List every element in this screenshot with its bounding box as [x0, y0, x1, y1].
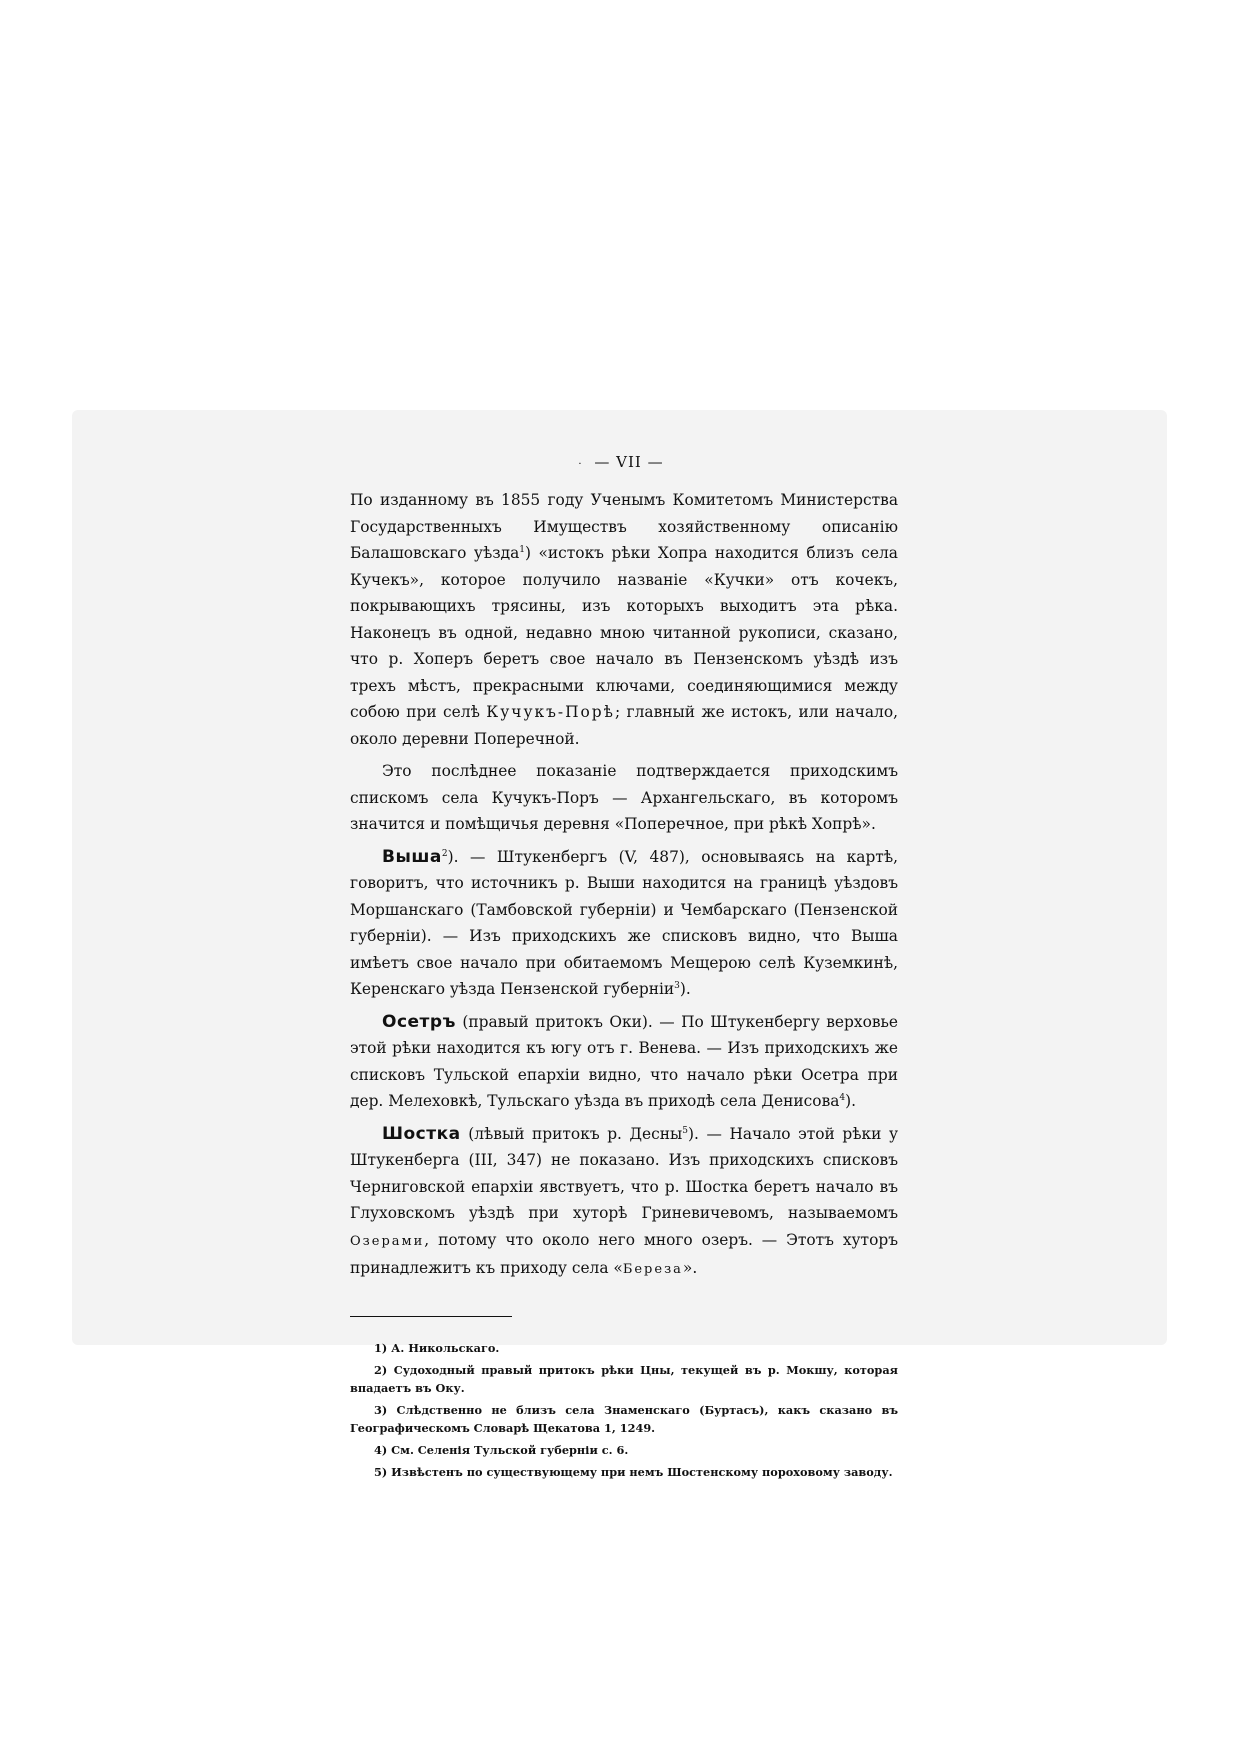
footnote-5: 5) Извѣстенъ по существующему при немъ Шостенскому пороховому заводу.: [374, 1464, 893, 1479]
paragraph-shostka-text-b: ). — Начало этой рѣки у Штукенберга (III, 347) не показано. Изъ приходскихъ списковъ Черниговской епархіи явствуетъ, что р. Шостка беретъ начало въ Глуховскомъ уѣздѣ при хуторѣ Гриневичевомъ, называемомъ: [350, 1124, 899, 1222]
paragraph-osetr-text-b: ).: [845, 1092, 857, 1110]
paragraph-1-text-b: ) «истокъ рѣки Хопра находится близъ села Кучекъ», которое получило названіе «Кучки» отъ кочекъ, покрывающихъ трясины, изъ которыхъ выходитъ эта рѣка. Наконецъ въ одной, недавно мною читанной рукописи, сказано, что р. Хоперъ беретъ свое начало въ Пензенскомъ уѣздѣ изъ трехъ мѣстъ, прекрасными ключами, соединяющимися между собою при селѣ: [350, 544, 898, 721]
paragraph-1-spaced: Кучукъ-Порѣ: [486, 703, 615, 721]
paragraph-shostka-text-a: (лѣвый притокъ р. Десны: [460, 1124, 683, 1143]
page-number-label: — VII —: [594, 453, 664, 471]
paragraph-shostka: [350, 1121, 898, 1284]
footnote-ref-3: 3: [674, 981, 680, 991]
page-mark: ·: [578, 459, 583, 470]
footnote-separator-rule: [350, 1316, 512, 1317]
paragraph-shostka-text-d: ».: [682, 1259, 698, 1277]
paragraph-1-text-a: По изданному въ 1855 году Ученымъ Комитетомъ Министерства Государственныхъ Имуществъ хозяйственному описанію Балашовскаго уѣзда: [350, 491, 898, 562]
paragraph-shostka-spaced-2: Береза: [622, 1262, 683, 1277]
paragraph-1: [350, 487, 898, 752]
headword-vysha: Выша: [382, 846, 442, 867]
paragraph-vysha-text-b: ).: [679, 980, 691, 998]
paragraph-shostka-spaced: Озерами: [350, 1233, 425, 1249]
paragraph-osetr-text-a: (правый притокъ Оки). — По Штукенбергу верховье этой рѣки находится къ югу отъ г. Венева. — Изъ приходскихъ же списковъ Тульской епархіи видно, что начало рѣки Осетра при дер. Мелеховкѣ, Тульскаго уѣзда въ приходѣ села Денисова: [350, 1012, 898, 1110]
footnote-4: 4) См. Селенія Тульской губерніи с. 6.: [374, 1442, 629, 1457]
footnote-ref-1: 1: [519, 545, 526, 555]
page-number: [350, 448, 898, 479]
footnote-ref-4: 4: [839, 1093, 846, 1103]
paragraph-1-text-c: ; главный же истокъ, или начало, около деревни Поперечной.: [350, 703, 898, 748]
paragraph-vysha-text-a: ). — Штукенбергъ (V, 487), основываясь на картѣ, говоритъ, что источникъ р. Выши находится на границѣ уѣздовъ Моршанскаго (Тамбовской губерніи) и Чембарскаго (Пензенской губерніи). — Изъ приходскихъ же списковъ видно, что Выша имѣетъ свое начало при обитаемомъ Мещерою селѣ Куземкинѣ, Керенскаго уѣзда Пензенской губерніи: [350, 847, 898, 998]
footnote-ref-2: 2: [441, 848, 448, 859]
footnote-2: 2) Судоходный правый притокъ рѣки Цны, текущей въ р. Мокшу, которая впадаетъ въ Оку.: [350, 1362, 898, 1395]
footnotes: [350, 1339, 898, 1481]
footnote-ref-5: 5: [682, 1125, 689, 1136]
headword-shostka: Шостка: [382, 1123, 461, 1144]
text-column: [350, 448, 898, 1485]
paragraph-shostka-text-c: , потому что около него много озеръ. — Этотъ хуторъ принадлежитъ къ приходу села «: [350, 1230, 898, 1277]
footnote-3: 3) Слѣдственно не близъ села Знаменскаго (Буртасъ), какъ сказано въ Географическомъ Словарѣ Щекатова 1, 1249.: [350, 1402, 898, 1435]
paragraph-2: Это послѣднее показаніе подтверждается приходскимъ спискомъ села Кучукъ-Поръ — Архангельскаго, въ которомъ значится и помѣщичья деревня «Поперечное, при рѣкѣ Хопрѣ».: [350, 762, 898, 833]
paragraph-vysha: [350, 844, 898, 1003]
footnote-1: 1) А. Никольскаго.: [374, 1340, 500, 1355]
headword-osetr: Осетръ: [382, 1011, 456, 1032]
paragraph-osetr: [350, 1009, 898, 1115]
